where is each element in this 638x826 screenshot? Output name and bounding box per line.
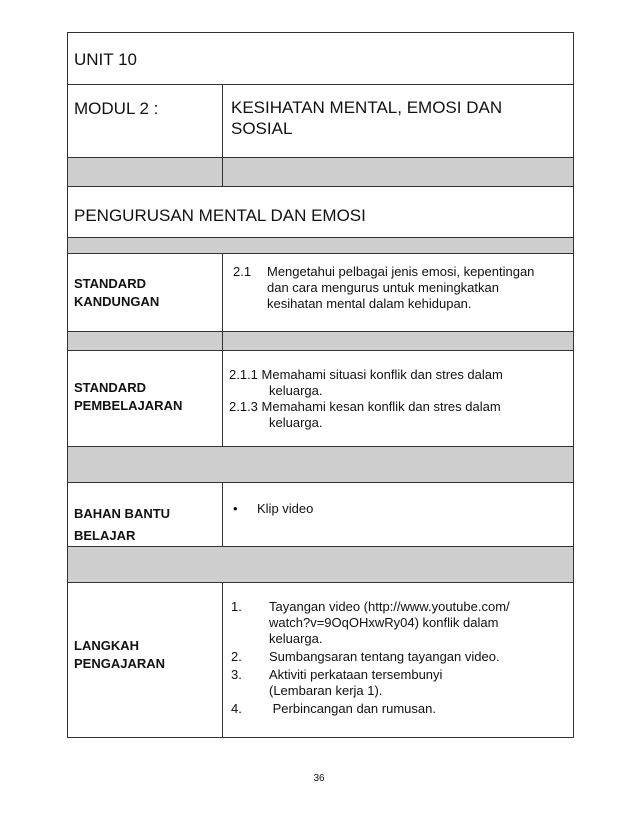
unit-row	[68, 33, 573, 85]
shaded-cell	[68, 547, 573, 582]
text-line: (Lembaran kerja 1).	[269, 683, 383, 698]
unit-title: UNIT 10	[74, 50, 137, 69]
standard-kandungan-content	[223, 254, 573, 331]
label-line: BELAJAR	[74, 528, 136, 543]
bahan-bantu-content	[223, 483, 573, 546]
step-number: 2.	[231, 649, 242, 664]
bahan-bantu-row	[68, 483, 573, 547]
standard-pembelajaran-content	[223, 351, 573, 446]
modul-row	[68, 85, 573, 158]
modul-title-line1: KESIHATAN MENTAL, EMOSI DAN	[231, 98, 503, 117]
learning-standard-line: keluarga.	[269, 383, 323, 398]
step-item	[231, 701, 567, 717]
modul-title-line2: SOSIAL	[231, 119, 293, 138]
bahan-bantu-label	[68, 483, 223, 546]
standard-pembelajaran-label	[68, 351, 223, 446]
shaded-row	[68, 158, 573, 187]
standard-kandungan-row	[68, 254, 573, 332]
standard-kandungan-label	[68, 254, 223, 331]
shaded-cell	[68, 332, 223, 350]
step-text	[269, 649, 567, 665]
material-item: Klip video	[257, 501, 314, 516]
text-line: dan cara mengurus untuk meningkatkan	[267, 280, 499, 295]
label-line: STANDARD	[74, 276, 146, 291]
shaded-row	[68, 447, 573, 483]
step-text	[269, 701, 567, 717]
step-text	[269, 599, 567, 647]
label-line: KANDUNGAN	[74, 294, 160, 309]
langkah-row	[68, 583, 573, 737]
text-line: kesihatan mental dalam kehidupan.	[267, 296, 472, 311]
text-line: Perbincangan dan rumusan.	[269, 701, 436, 716]
standard-number: 2.1	[233, 264, 252, 279]
shaded-row	[68, 547, 573, 583]
step-text	[269, 667, 567, 699]
langkah-label	[68, 583, 223, 737]
shaded-cell	[68, 447, 573, 482]
shaded-cell	[223, 332, 573, 350]
topic-row	[68, 187, 573, 238]
text-line: Aktiviti perkataan tersembunyi	[269, 667, 443, 682]
lesson-plan-table	[67, 32, 574, 738]
shaded-row	[68, 332, 573, 351]
label-line: LANGKAH	[74, 638, 139, 653]
text-line: Mengetahui pelbagai jenis emosi, kepentingan	[267, 264, 535, 279]
langkah-content	[223, 583, 573, 737]
step-item	[231, 649, 567, 665]
label-line: STANDARD	[74, 380, 146, 395]
topic-title: PENGURUSAN MENTAL DAN EMOSI	[74, 206, 366, 225]
learning-standard-line: 2.1.3 Memahami kesan konflik dan stres dalam	[229, 399, 501, 414]
learning-standard-line: keluarga.	[269, 415, 323, 430]
bullet-icon: •	[233, 501, 238, 516]
step-item	[231, 667, 567, 699]
step-item	[231, 599, 567, 647]
step-number: 3.	[231, 667, 242, 682]
list-item	[231, 501, 567, 517]
learning-standard-line: 2.1.1 Memahami situasi konflik dan stres dalam	[229, 367, 503, 382]
text-line: keluarga.	[269, 631, 323, 646]
shaded-cell	[68, 238, 573, 253]
page-number: 36	[313, 773, 325, 784]
modul-label: MODUL 2 :	[68, 85, 223, 157]
standard-text	[267, 264, 567, 312]
step-number: 1.	[231, 599, 242, 614]
modul-title	[223, 85, 573, 157]
standard-kandungan-item	[233, 264, 567, 312]
label-line: PENGAJARAN	[74, 656, 166, 671]
text-line: Tayangan video (http://www.youtube.com/	[269, 599, 510, 614]
shaded-row	[68, 238, 573, 254]
text-line: watch?v=9OqOHxwRy04) konflik dalam	[269, 615, 499, 630]
label-line: BAHAN BANTU	[74, 506, 171, 521]
label-line: PEMBELAJARAN	[74, 398, 183, 413]
step-number: 4.	[231, 701, 242, 716]
standard-pembelajaran-row	[68, 351, 573, 447]
text-line: Sumbangsaran tentang tayangan video.	[269, 649, 500, 664]
shaded-cell	[223, 158, 573, 186]
shaded-cell	[68, 158, 223, 186]
